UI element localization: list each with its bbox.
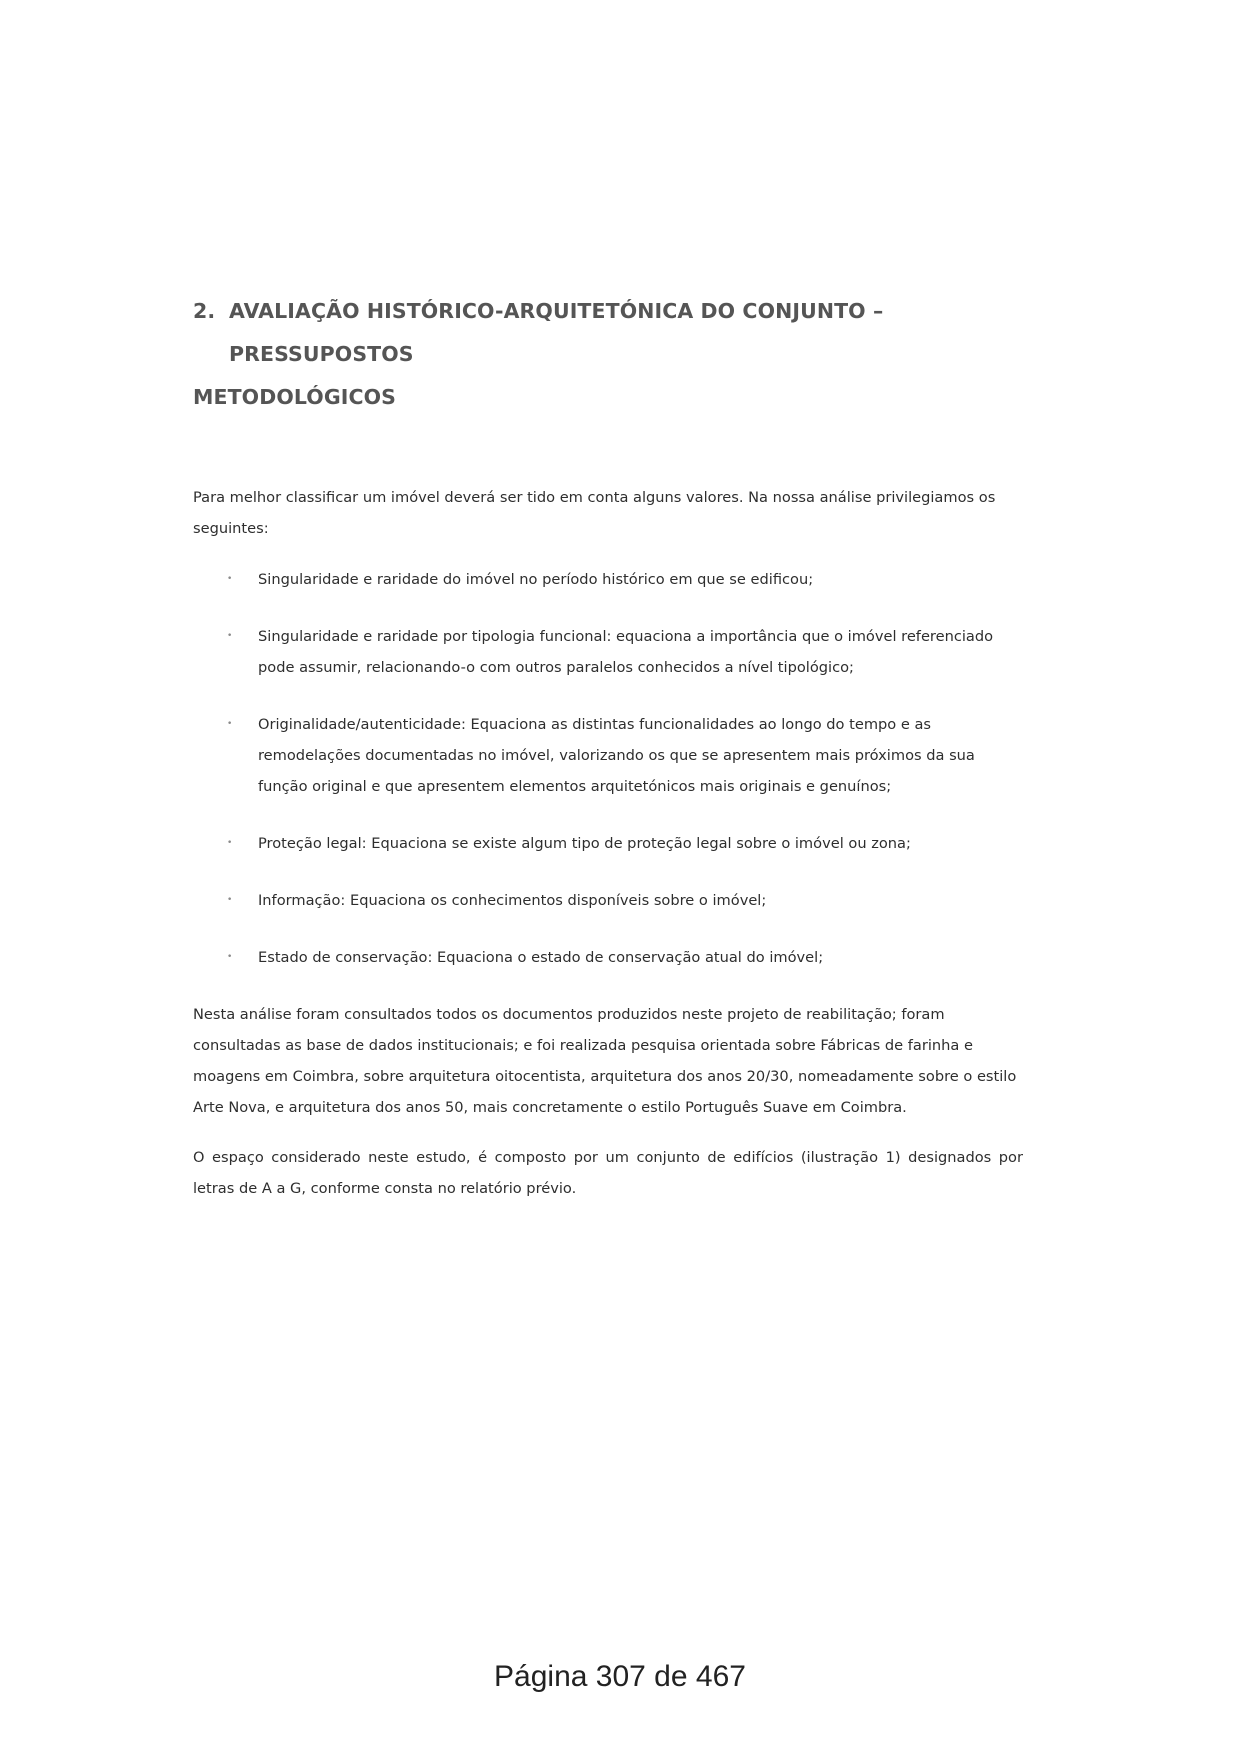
bullet-icon: • [227, 952, 233, 962]
criteria-item [193, 885, 1023, 916]
analysis-paragraph: Nesta análise foram consultados todos os documentos produzidos neste projeto de reabilitação; foram consultadas as base de dados institucionais; e foi realizada pesquisa orientada sobre Fábricas de farinha e moagens em Coimbra, sobre arquitetura oitocentista, arquitetura dos anos 20/30, nomeadamente sobre o estilo Arte Nova, e arquitetura dos anos 50, mais concretamente o estilo Português Suave em Coimbra. [193, 1006, 1017, 1116]
page-content [193, 290, 1023, 1204]
space-paragraph: O espaço considerado neste estudo, é composto por um conjunto de edifícios (ilustração 1) designados por letras de A a G, conforme consta no relatório prévio. [193, 1149, 1023, 1197]
intro-paragraph: Para melhor classificar um imóvel deverá ser tido em conta alguns valores. Na nossa análise privilegiamos os seguintes: [193, 489, 996, 537]
criteria-item [193, 942, 1023, 973]
criteria-text: Informação: Equaciona os conhecimentos disponíveis sobre o imóvel; [258, 892, 767, 909]
section-title-line1: AVALIAÇÃO HISTÓRICO-ARQUITETÓNICA DO CONJUNTO – PRESSUPOSTOS [229, 299, 884, 366]
page-number: Página 307 de 467 [494, 1660, 746, 1693]
criteria-text: Singularidade e raridade do imóvel no período histórico em que se edificou; [258, 571, 814, 588]
bullet-icon: • [227, 895, 233, 905]
criteria-text: Estado de conservação: Equaciona o estado de conservação atual do imóvel; [258, 949, 824, 966]
bullet-icon: • [227, 631, 233, 641]
criteria-text: Singularidade e raridade por tipologia funcional: equaciona a importância que o imóvel referenciado pode assumir, relacionando-o com outros paralelos conhecidos a nível tipológico; [258, 628, 994, 676]
criteria-text: Originalidade/autenticidade: Equaciona as distintas funcionalidades ao longo do tempo e as remodelações documentadas no imóvel, valorizando os que se apresentem mais próximos da sua função original e que apresentem elementos arquitetónicos mais originais e genuínos; [258, 716, 975, 795]
section-number: 2. [193, 299, 216, 323]
section-title [193, 290, 1023, 419]
criteria-item [193, 828, 1023, 859]
criteria-item [193, 564, 1023, 595]
criteria-item [193, 709, 1023, 802]
bullet-icon: • [227, 574, 233, 584]
bullet-icon: • [227, 838, 233, 848]
section-title-line2: METODOLÓGICOS [193, 385, 397, 409]
section-heading [193, 290, 1023, 419]
criteria-text: Proteção legal: Equaciona se existe algum tipo de proteção legal sobre o imóvel ou zona; [258, 835, 911, 852]
bullet-icon: • [227, 719, 233, 729]
criteria-list [193, 564, 1023, 973]
criteria-item [193, 621, 1023, 683]
